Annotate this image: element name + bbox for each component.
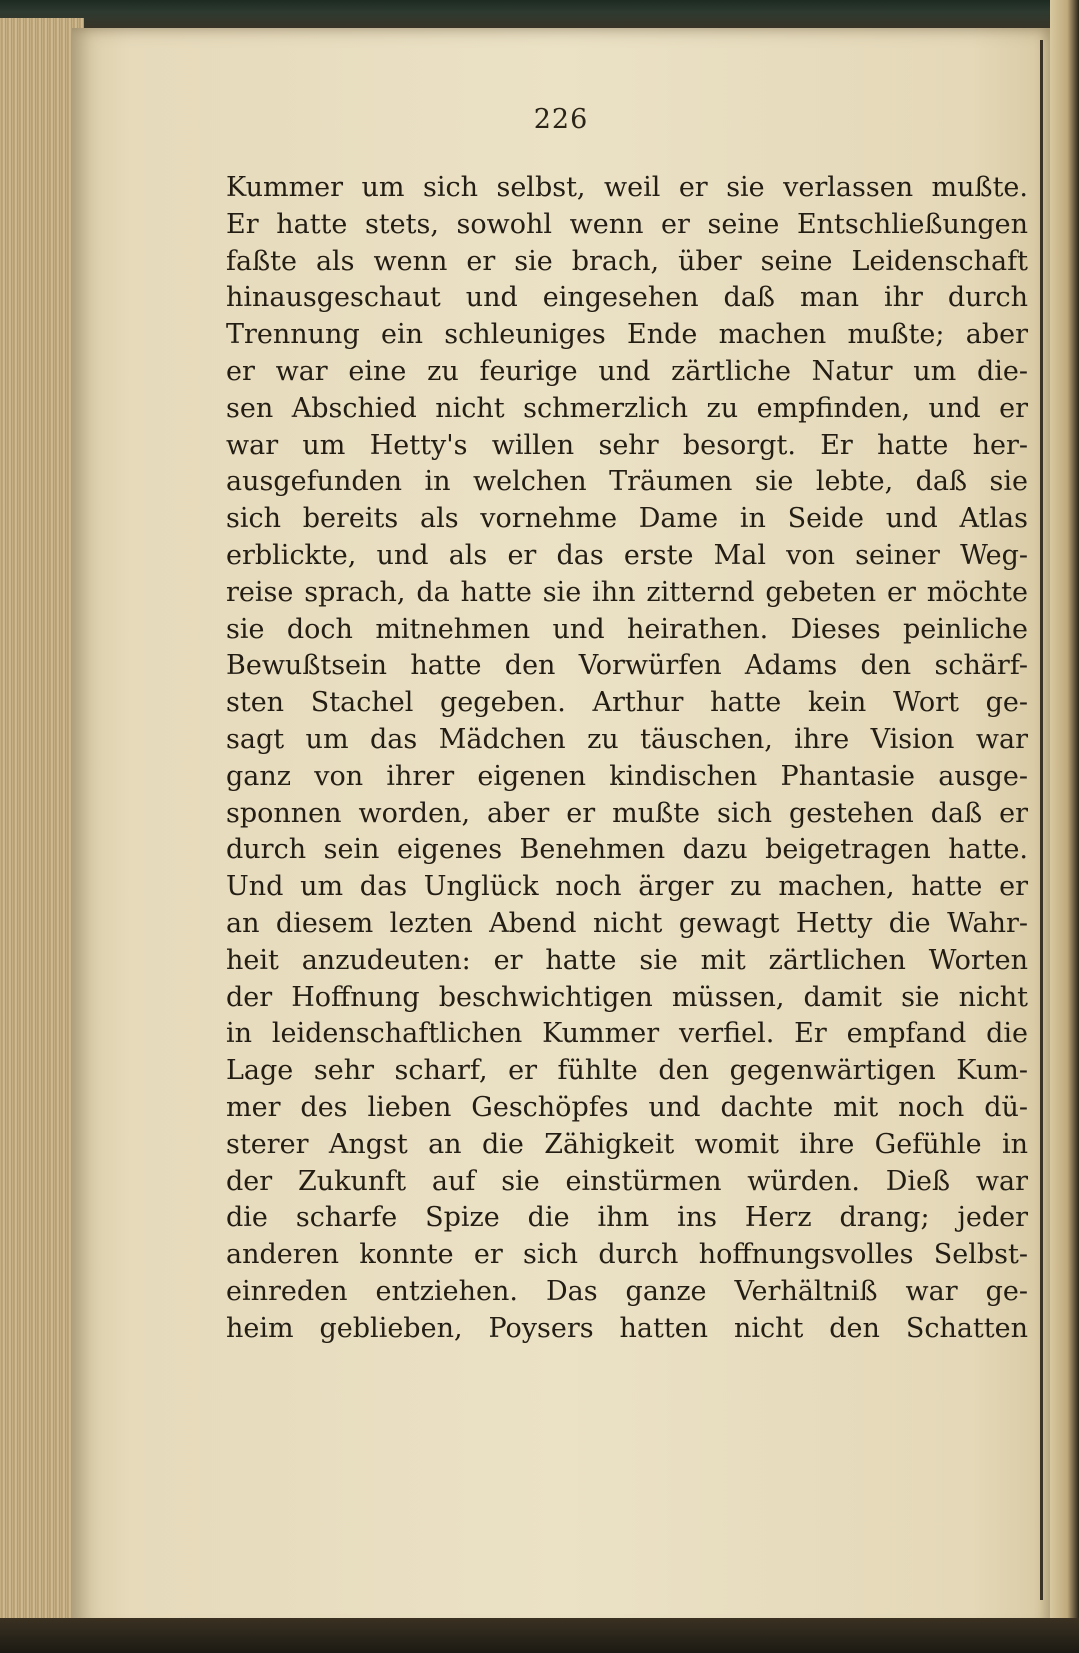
text-line: erblickte, und als er das erste Mal von seiner Weg- <box>226 539 1028 571</box>
book-bottom-edge <box>0 1618 1079 1653</box>
text-line: Und um das Unglück noch ärger zu machen, hatte er <box>226 871 1028 903</box>
text-line: sponnen worden, aber er mußte sich gestehen daß er <box>226 797 1028 829</box>
text-line: ganz von ihrer eigenen kindischen Phantasie ausge- <box>226 760 1028 792</box>
text-line: anderen konnte er sich durch hoffnungsvolles Selbst- <box>226 1239 1028 1271</box>
text-line: sten Stachel gegeben. Arthur hatte kein Wort ge- <box>226 687 1028 719</box>
text-line: durch sein eigenes Benehmen dazu beigetragen hatte. <box>226 834 1028 866</box>
text-line: sen Abschied nicht schmerzlich zu empfinden, und er <box>226 392 1028 424</box>
text-line: sich bereits als vornehme Dame in Seide und Atlas <box>226 503 1028 535</box>
text-line: sterer Angst an die Zähigkeit womit ihre Gefühle in <box>226 1128 1028 1160</box>
text-line: Er hatte stets, sowohl wenn er seine Entschließungen <box>226 208 1028 240</box>
text-line: in leidenschaftlichen Kummer verfiel. Er empfand die <box>226 1018 1028 1050</box>
text-line: er war eine zu feurige und zärtliche Natur um die- <box>226 355 1028 387</box>
text-line: heit anzudeuten: er hatte sie mit zärtlichen Worten <box>226 944 1028 976</box>
text-line: Trennung ein schleuniges Ende machen mußte; aber <box>226 319 1028 351</box>
body-text <box>226 170 1028 1348</box>
text-line: Lage sehr scharf, er fühlte den gegenwärtigen Kum- <box>226 1055 1028 1087</box>
text-line: sagt um das Mädchen zu täuschen, ihre Vision war <box>226 723 1028 755</box>
page-margin-rule <box>1040 40 1043 1600</box>
text-line: ausgefunden in welchen Träumen sie lebte, daß sie <box>226 466 1028 498</box>
right-page-edge <box>1050 0 1079 1653</box>
text-line: heim geblieben, Poysers hatten nicht den Schatten <box>226 1312 1028 1344</box>
text-line: einreden entziehen. Das ganze Verhältniß war ge- <box>226 1275 1028 1307</box>
text-line: hinausgeschaut und eingesehen daß man ihr durch <box>226 282 1028 314</box>
text-line: sie doch mitnehmen und heirathen. Dieses peinliche <box>226 613 1028 645</box>
text-line: Bewußtsein hatte den Vorwürfen Adams den schärf- <box>226 650 1028 682</box>
text-line: faßte als wenn er sie brach, über seine Leidenschaft <box>226 245 1028 277</box>
text-line: Kummer um sich selbst, weil er sie verlassen mußte. <box>226 172 1028 203</box>
text-line: an diesem lezten Abend nicht gewagt Hetty die Wahr- <box>226 907 1028 939</box>
text-line: war um Hetty's willen sehr besorgt. Er hatte her- <box>226 429 1028 461</box>
text-line: der Zukunft auf sie einstürmen würden. Dieß war <box>226 1165 1028 1197</box>
text-line: mer des lieben Geschöpfes und dachte mit noch dü- <box>226 1091 1028 1123</box>
page-number: 226 <box>533 104 589 135</box>
text-line: die scharfe Spize die ihm ins Herz drang; jeder <box>226 1202 1028 1234</box>
text-line: der Hoffnung beschwichtigen müssen, damit sie nicht <box>226 981 1028 1013</box>
text-line: reise sprach, da hatte sie ihn zitternd gebeten er möchte <box>226 576 1028 608</box>
book-top-edge <box>0 0 1079 30</box>
